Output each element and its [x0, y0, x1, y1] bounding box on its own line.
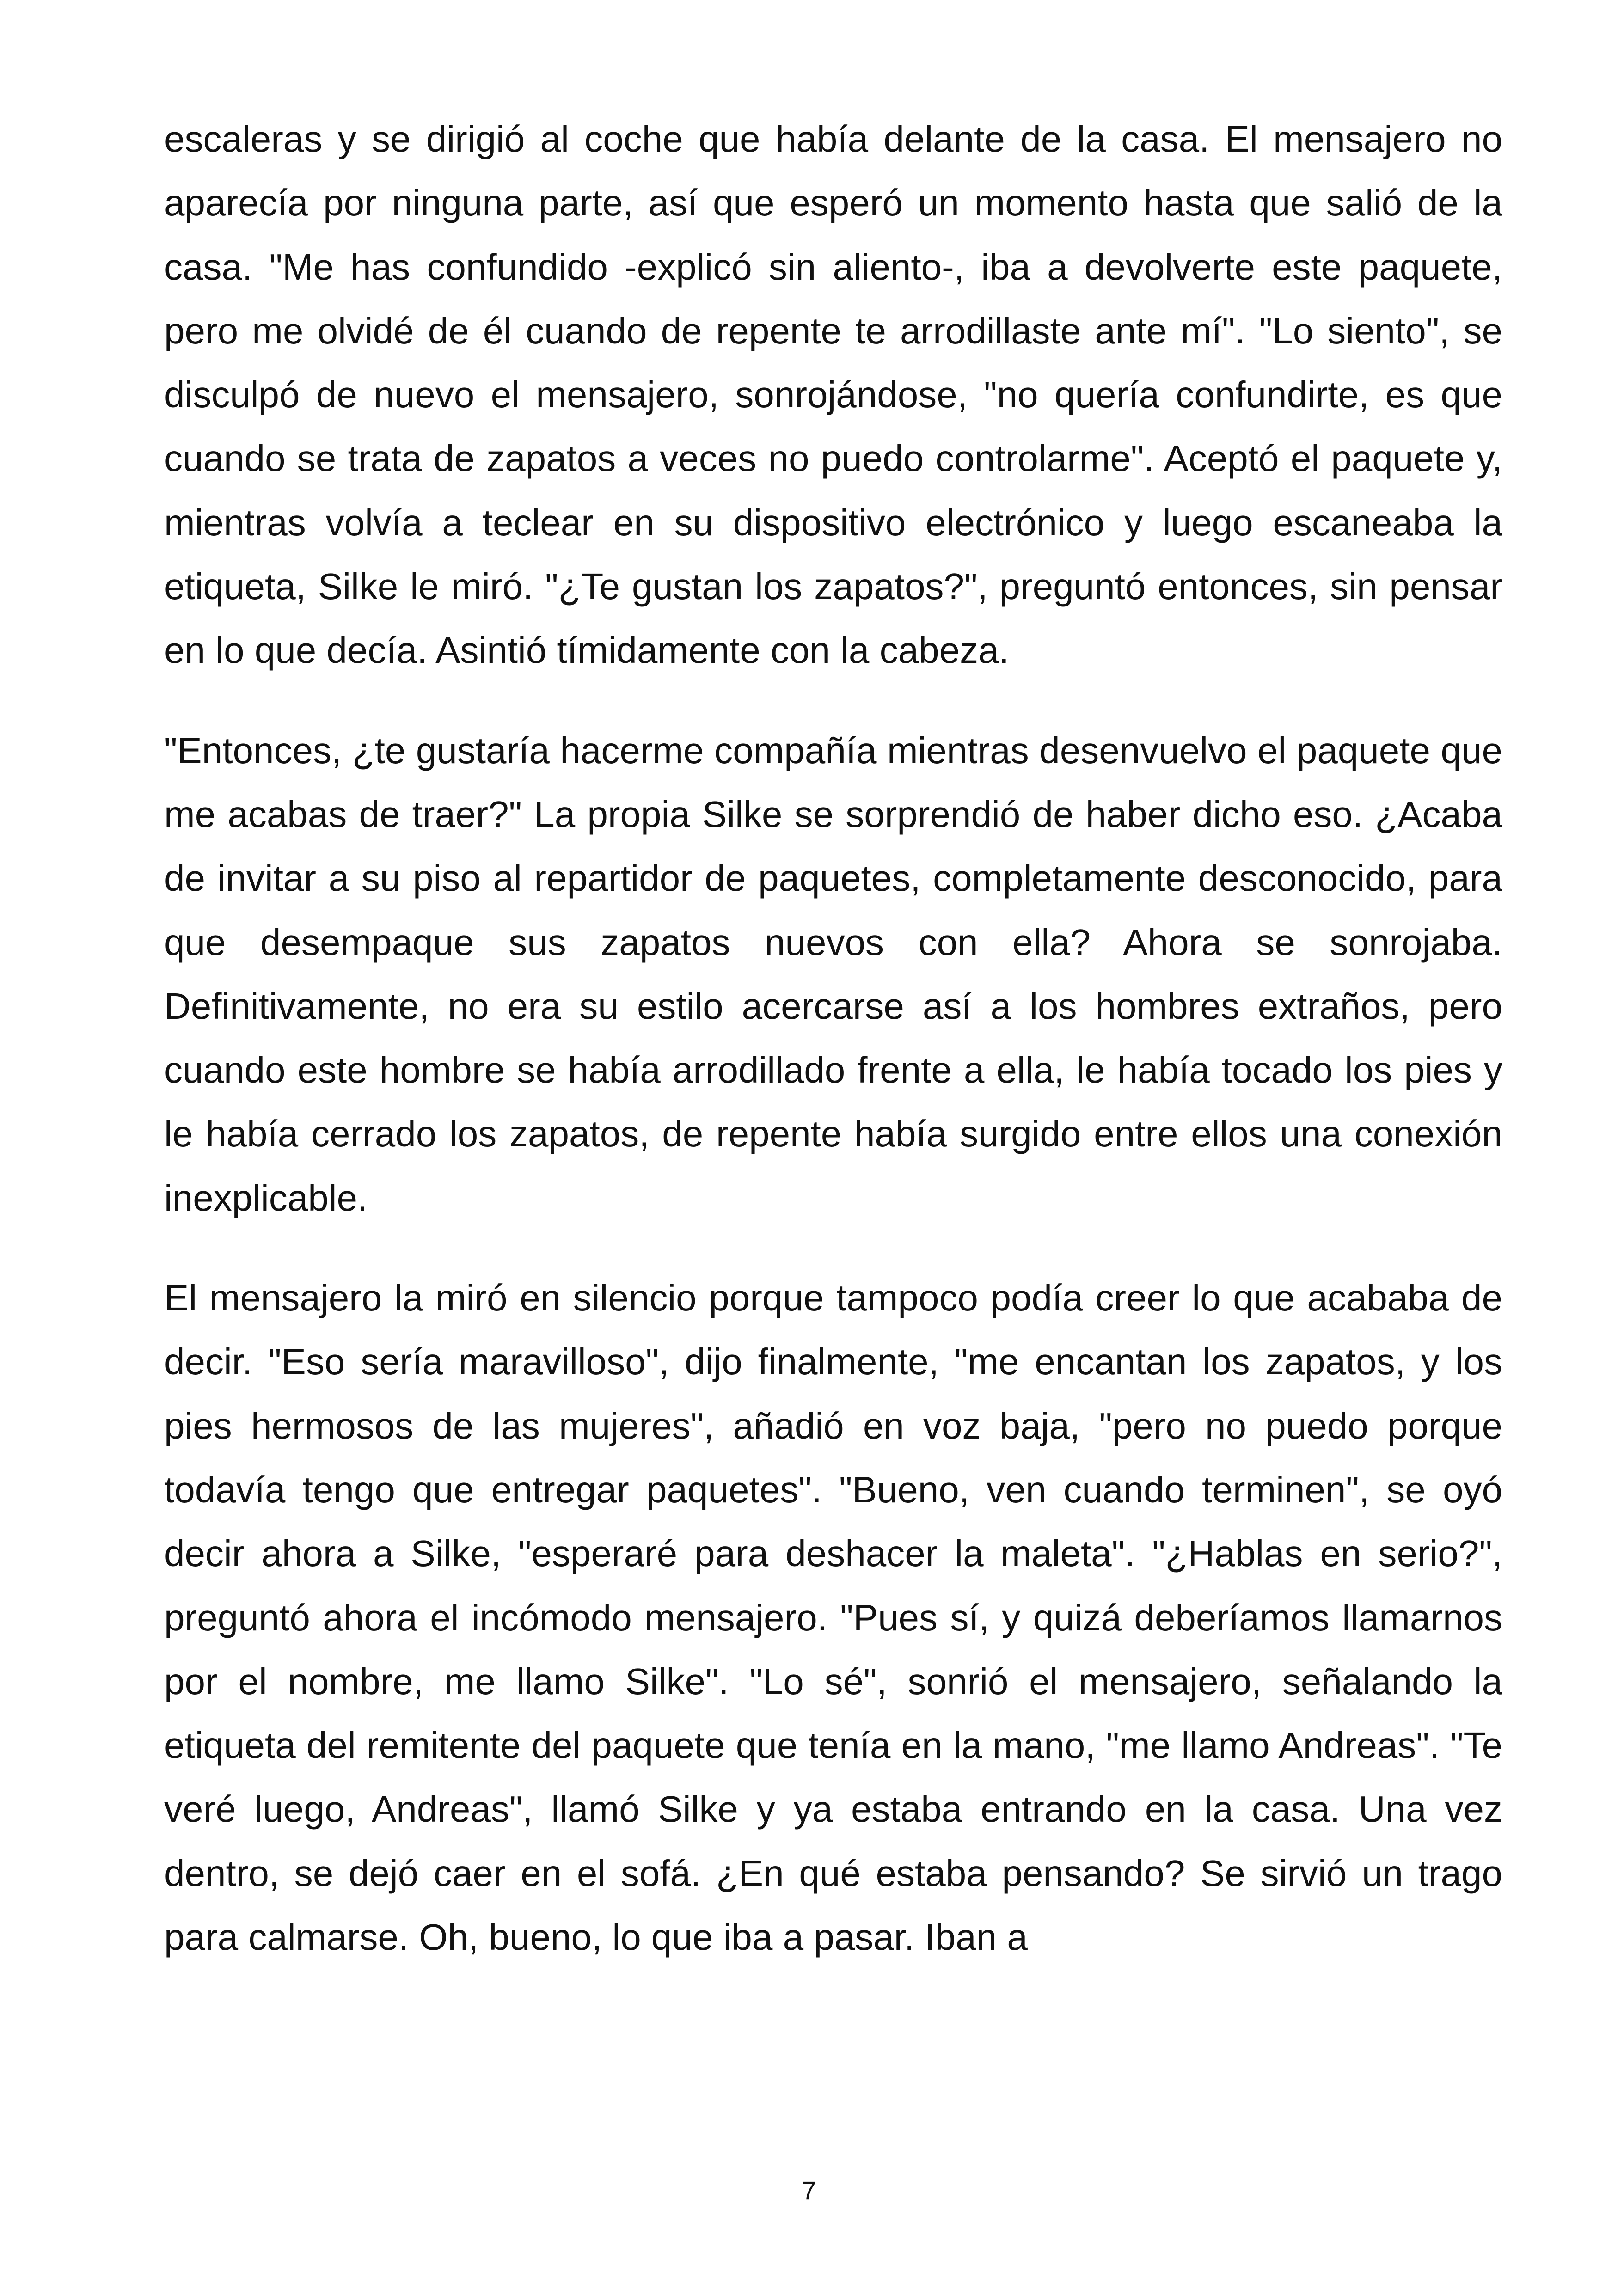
- paragraph-1: escaleras y se dirigió al coche que había delante de la casa. El mensajero no aparecía por ninguna parte, así que esperó un momento hasta que salió de la casa. "Me has confundido -explicó sin aliento-, iba a devolverte este paquete, pero me olvidé de él cuando de repente te arrodillaste ante mí". "Lo siento", se disculpó de nuevo el mensajero, sonrojándose, "no quería confundirte, es que cuando se trata de zapatos a veces no puedo controlarme". Aceptó el paquete y, mientras volvía a teclear en su dispositivo electrónico y luego escaneaba la etiqueta, Silke le miró. "¿Te gustan los zapatos?", preguntó entonces, sin pensar en lo que decía. Asintió tímidamente con la cabeza.: [164, 118, 1502, 671]
- paragraph-3: El mensajero la miró en silencio porque tampoco podía creer lo que acababa de decir. "Eso sería maravilloso", dijo finalmente, "me encantan los zapatos, y los pies hermosos de las mujeres", añadió en voz baja, "pero no puedo porque todavía tengo que entregar paquetes". "Bueno, ven cuando terminen", se oyó decir ahora a Silke, "esperaré para deshacer la maleta". "¿Hablas en serio?", preguntó ahora el incómodo mensajero. "Pues sí, y quizá deberíamos llamarnos por el nombre, me llamo Silke". "Lo sé", sonrió el mensajero, señalando la etiqueta del remitente del paquete que tenía en la mano, "me llamo Andreas". "Te veré luego, Andreas", llamó Silke y ya estaba entrando en la casa. Una vez dentro, se dejó caer en el sofá. ¿En qué estaba pensando? Se sirvió un trago para calmarse. Oh, bueno, lo que iba a pasar. Iban a: [164, 1277, 1502, 1958]
- body-text: [164, 107, 1502, 1969]
- paragraph-2: "Entonces, ¿te gustaría hacerme compañía mientras desenvuelvo el paquete que me acabas de traer?" La propia Silke se sorprendió de haber dicho eso. ¿Acaba de invitar a su piso al repartidor de paquetes, completamente desconocido, para que desempaque sus zapatos nuevos con ella? Ahora se sonrojaba. Definitivamente, no era su estilo acercarse así a los hombres extraños, pero cuando este hombre se había arrodillado frente a ella, le había tocado los pies y le había cerrado los zapatos, de repente había surgido entre ellos una conexión inexplicable.: [164, 729, 1502, 1218]
- page-number: 7: [802, 2176, 816, 2205]
